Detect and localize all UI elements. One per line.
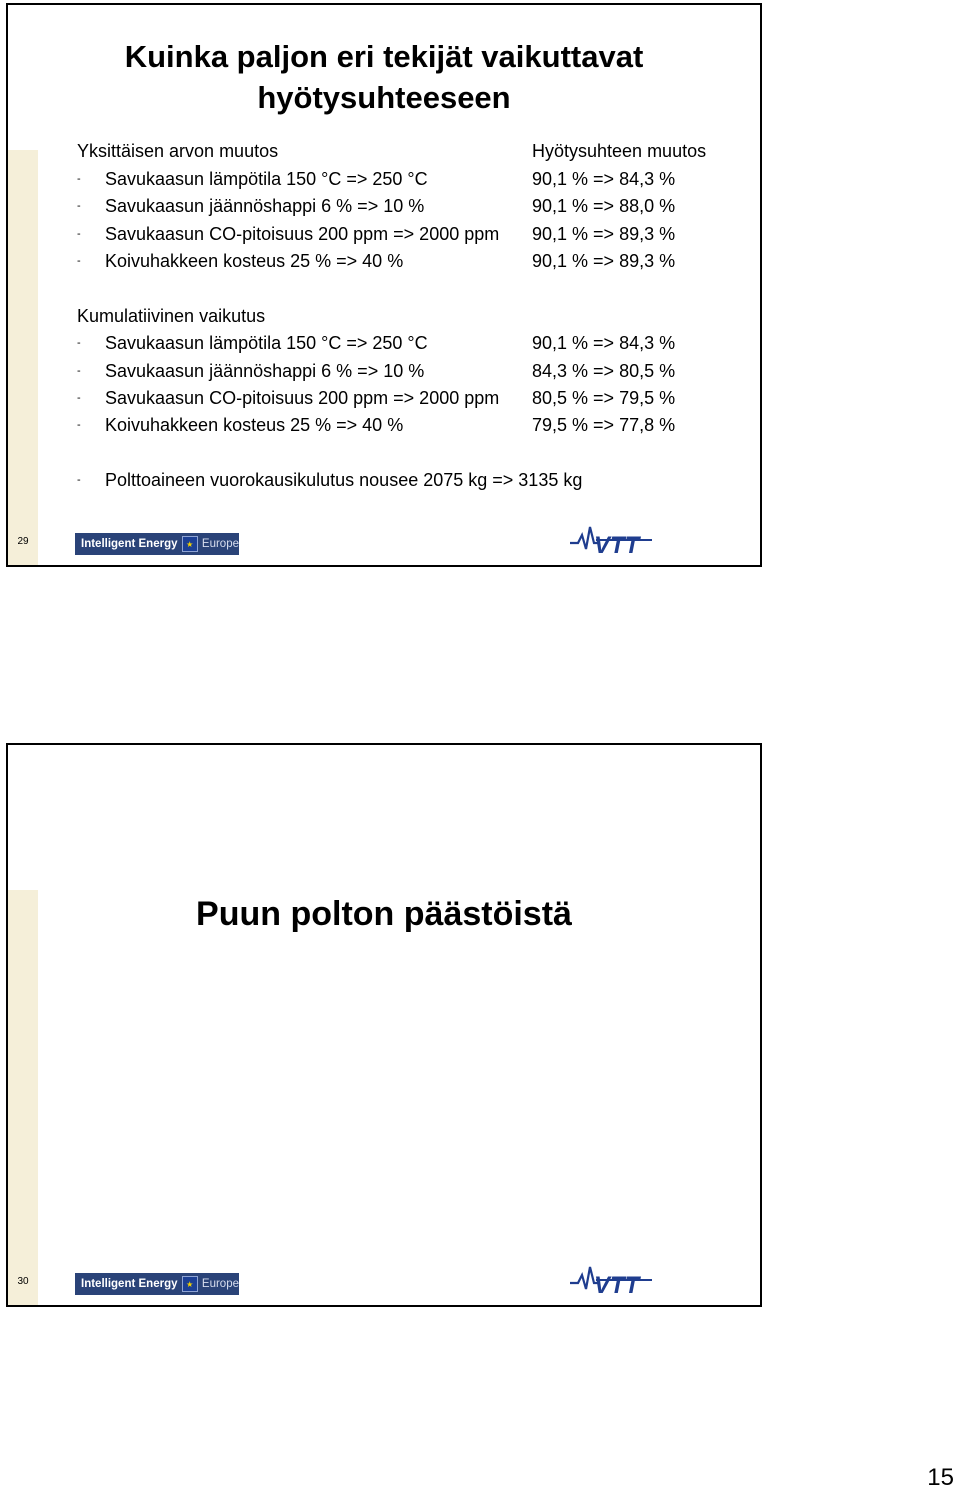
slide-title: Puun polton päästöistä <box>196 895 572 933</box>
individual-header-left: Yksittäisen arvon muutos <box>77 141 279 161</box>
bullet-dash: - <box>77 173 81 185</box>
cumulative-header <box>77 303 737 329</box>
row-value: 90,1 % => 84,3 % <box>532 333 676 353</box>
eu-flag-icon: ★ <box>182 536 198 552</box>
row-label: Savukaasun lämpötila 150 °C => 250 °C <box>105 169 428 189</box>
ie-logo-text-europe: Europe <box>201 1278 239 1290</box>
cumulative-row <box>77 330 737 356</box>
intelligent-energy-europe-logo <box>75 1273 239 1295</box>
intelligent-energy-europe-logo <box>75 533 239 555</box>
cumulative-row <box>77 385 737 411</box>
eu-flag-icon: ★ <box>182 1276 198 1292</box>
bullet-dash: - <box>77 200 81 212</box>
row-value: 90,1 % => 88,0 % <box>532 196 676 216</box>
ie-logo-text-europe: Europe <box>201 538 239 550</box>
individual-row <box>77 248 737 274</box>
row-value: 90,1 % => 84,3 % <box>532 169 676 189</box>
row-value: 84,3 % => 80,5 % <box>532 361 676 381</box>
cumulative-row <box>77 358 737 384</box>
bullet-dash: - <box>77 474 81 486</box>
individual-header-right: Hyötysuhteen muutos <box>532 141 707 161</box>
row-label: Koivuhakkeen kosteus 25 % => 40 % <box>105 415 404 435</box>
row-label: Savukaasun lämpötila 150 °C => 250 °C <box>105 333 428 353</box>
row-label: Savukaasun jäännöshappi 6 % => 10 % <box>105 196 425 216</box>
slide-title-line-1: Kuinka paljon eri tekijät vaikuttavat <box>124 39 644 74</box>
slide-sidebar <box>8 150 38 565</box>
fuel-consumption-text: Polttoaineen vuorokausikulutus nousee 2075 kg => 3135 kg <box>105 470 583 490</box>
bullet-dash: - <box>77 419 81 431</box>
vtt-logo-text: VTT <box>594 532 640 559</box>
ie-logo-text: Intelligent Energy <box>81 1278 178 1290</box>
fuel-consumption-row <box>77 467 737 493</box>
individual-row <box>77 221 737 247</box>
cumulative-header-label: Kumulatiivinen vaikutus <box>77 306 266 326</box>
row-value: 80,5 % => 79,5 % <box>532 388 676 408</box>
row-value: 79,5 % => 77,8 % <box>532 415 676 435</box>
slide-30 <box>6 743 762 1307</box>
bullet-dash: - <box>77 392 81 404</box>
ie-logo-text: Intelligent Energy <box>81 538 178 550</box>
slide-number: 29 <box>17 536 29 547</box>
individual-row <box>77 193 737 219</box>
vtt-logo <box>570 523 656 559</box>
bullet-dash: - <box>77 365 81 377</box>
row-label: Savukaasun CO-pitoisuus 200 ppm => 2000 ppm <box>105 224 500 244</box>
slide-number: 30 <box>17 1276 29 1287</box>
vtt-logo-text: VTT <box>594 1272 640 1299</box>
row-label: Koivuhakkeen kosteus 25 % => 40 % <box>105 251 404 271</box>
page-number: 15 <box>927 1464 954 1491</box>
row-label: Savukaasun CO-pitoisuus 200 ppm => 2000 ppm <box>105 388 500 408</box>
row-value: 90,1 % => 89,3 % <box>532 251 676 271</box>
vtt-logo <box>570 1263 656 1299</box>
slide-29 <box>6 3 762 567</box>
individual-row <box>77 166 737 192</box>
row-label: Savukaasun jäännöshappi 6 % => 10 % <box>105 361 425 381</box>
bullet-dash: - <box>77 255 81 267</box>
slide-sidebar <box>8 890 38 1305</box>
slide-title-line-2: hyötysuhteeseen <box>257 80 511 115</box>
bullet-dash: - <box>77 228 81 240</box>
individual-header <box>77 138 737 164</box>
cumulative-row <box>77 412 737 438</box>
bullet-dash: - <box>77 337 81 349</box>
row-value: 90,1 % => 89,3 % <box>532 224 676 244</box>
